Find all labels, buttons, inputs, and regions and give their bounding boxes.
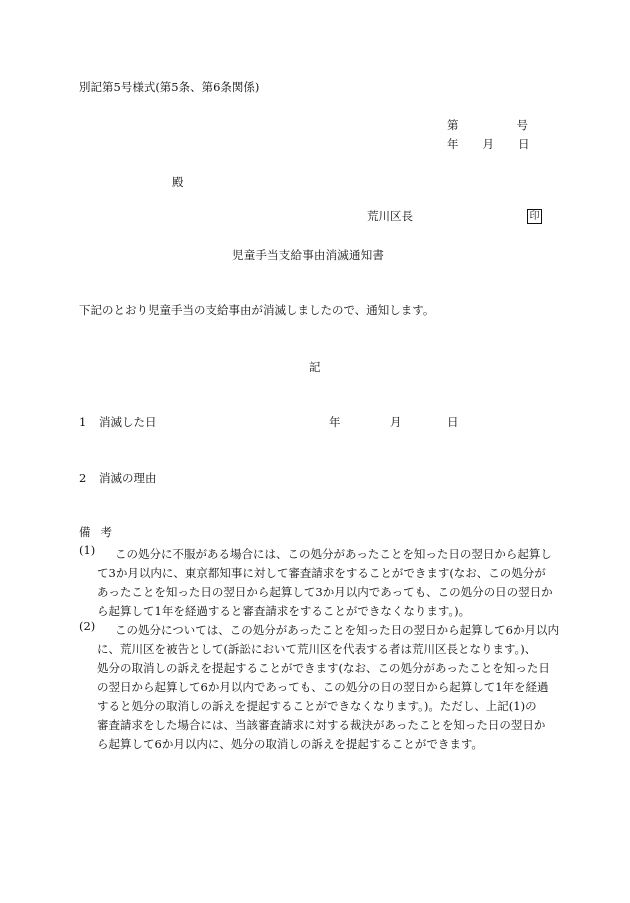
remark-note-2-line: この処分については、この処分があったことを知った日の翌日から起算して6か月以内 <box>115 623 559 637</box>
document-number-prefix: 第 <box>447 118 459 132</box>
item-1-month: 月 <box>390 415 402 429</box>
form-reference: 別記第5号様式(第5条、第6条関係) <box>79 80 260 94</box>
item-1-year: 年 <box>329 415 341 429</box>
remark-note-2-line: 審査請求をした場合には、当該審査請求に対する裁決があったことを知った日の翌日か <box>97 718 546 732</box>
remark-note-1-number: (1) <box>79 543 96 557</box>
remarks-heading: 備考 <box>79 525 122 539</box>
item-1-label: 消滅した日 <box>99 415 157 429</box>
issue-date-year: 年 <box>447 137 459 151</box>
item-1-number: 1 <box>79 415 87 429</box>
issue-date-day: 日 <box>518 137 530 151</box>
remark-note-2 <box>79 619 559 754</box>
document-number-suffix: 号 <box>516 118 528 132</box>
remark-note-2-line: に、荒川区を被告として(訴訟において荒川区を代表する者は荒川区長となります。)、 <box>97 642 537 656</box>
item-1-day: 日 <box>447 415 459 429</box>
remark-note-2-number: (2) <box>79 619 96 633</box>
remark-note-2-line: 処分の取消しの訴えを提起することができます(なお、この処分があったことを知った日 <box>97 661 550 675</box>
document-title: 児童手当支給事由消滅通知書 <box>232 248 385 262</box>
issue-date-line <box>447 139 530 151</box>
item-2-number: 2 <box>79 471 87 485</box>
remark-note-2-line: すると処分の取消しの訴えを提起することができなくなります。)。ただし、上記(1)の <box>97 699 537 713</box>
remark-note-1-line: て3か月以内に、東京都知事に対して審査請求をすることができます(なお、この処分が <box>97 566 546 580</box>
document-number-line <box>447 120 528 132</box>
seal-stamp-box: 印 <box>527 209 542 224</box>
intro-sentence: 下記のとおり児童手当の支給事由が消滅しましたので、通知します。 <box>79 303 435 317</box>
issue-date-month: 月 <box>482 137 494 151</box>
remark-note-2-line: ら起算して6か月以内に、処分の取消しの訴えを提起することができます。 <box>97 737 483 751</box>
remark-note-2-line: の翌日から起算して6か月以内であっても、この処分の日の翌日から起算して1年を経過 <box>97 680 549 694</box>
item-2-label: 消滅の理由 <box>99 471 157 485</box>
remark-note-1-line: あったことを知った日の翌日から起算して3か月以内であっても、この処分の日の翌日か <box>97 585 553 599</box>
addressee-honorific: 殿 <box>172 175 184 189</box>
remark-note-1-line: ら起算して1年を経過すると審査請求をすることができなくなります。)。 <box>97 604 471 618</box>
issuer-name: 荒川区長 <box>367 209 413 223</box>
remark-note-1 <box>79 543 553 621</box>
remark-note-1-line: この処分に不服がある場合には、この処分があったことを知った日の翌日から起算し <box>115 547 552 561</box>
ki-heading: 記 <box>309 360 321 374</box>
